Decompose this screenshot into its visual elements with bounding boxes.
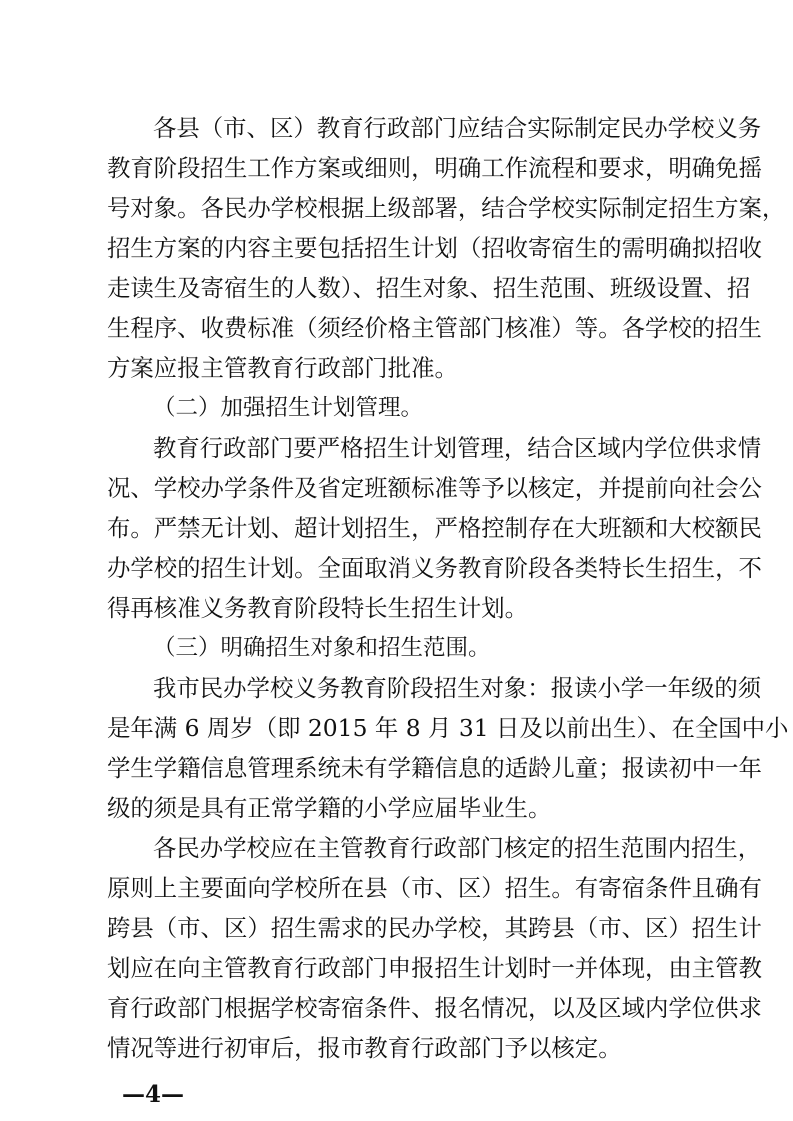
section-heading-2: （二）加强招生计划管理。 bbox=[153, 395, 424, 421]
page-number: —4— bbox=[122, 1081, 185, 1108]
paragraph-1-line-6: 生程序、收费标准（须经价格主管部门核准）等。各学校的招生 bbox=[107, 314, 762, 342]
paragraph-3-line-1: 教育行政部门要严格招生计划管理，结合区域内学位供求情 bbox=[153, 434, 762, 462]
paragraph-6-line-2: 原则上主要面向学校所在县（市、区）招生。有寄宿条件且确有 bbox=[107, 874, 762, 902]
paragraph-5-line-1: 我市民办学校义务教育阶段招生对象：报读小学一年级的须 bbox=[153, 674, 762, 702]
paragraph-1-line-4: 招生方案的内容主要包括招生计划（招收寄宿生的需明确拟招收 bbox=[107, 234, 762, 262]
paragraph-5-line-2: 是年满 6 周岁（即 2015 年 8 月 31 日及以前出生）、在全国中小 bbox=[107, 714, 789, 742]
paragraph-1-line-2: 教育阶段招生工作方案或细则，明确工作流程和要求，明确免摇 bbox=[107, 154, 762, 182]
paragraph-1-line-7: 方案应报主管教育行政部门批准。 bbox=[107, 354, 458, 382]
paragraph-6-line-1: 各民办学校应在主管教育行政部门核定的招生范围内招生， bbox=[153, 834, 762, 862]
paragraph-1-line-1: 各县（市、区）教育行政部门应结合实际制定民办学校义务 bbox=[153, 114, 762, 142]
paragraph-1-line-3: 号对象。各民办学校根据上级部署，结合学校实际制定招生方案， bbox=[107, 194, 786, 222]
paragraph-3-line-4: 办学校的招生计划。全面取消义务教育阶段各类特长生招生，不 bbox=[107, 554, 762, 582]
paragraph-6-line-6: 情况等进行初审后，报市教育行政部门予以核定。 bbox=[107, 1034, 622, 1062]
section-heading-3: （三）明确招生对象和招生范围。 bbox=[153, 635, 491, 661]
paragraph-3-line-3: 布。严禁无计划、超计划招生，严格控制存在大班额和大校额民 bbox=[107, 514, 762, 542]
paragraph-6-line-5: 育行政部门根据学校寄宿条件、报名情况，以及区域内学位供求 bbox=[107, 994, 762, 1022]
paragraph-6-line-3: 跨县（市、区）招生需求的民办学校，其跨县（市、区）招生计 bbox=[107, 914, 762, 942]
paragraph-6-line-4: 划应在向主管教育行政部门申报招生计划时一并体现，由主管教 bbox=[107, 954, 762, 982]
paragraph-5-line-3: 学生学籍信息管理系统未有学籍信息的适龄儿童；报读初中一年 bbox=[107, 754, 762, 782]
paragraph-3-line-2: 况、学校办学条件及省定班额标准等予以核定，并提前向社会公 bbox=[107, 474, 762, 502]
paragraph-3-line-5: 得再核准义务教育阶段特长生招生计划。 bbox=[107, 594, 529, 622]
paragraph-5-line-4: 级的须是具有正常学籍的小学应届毕业生。 bbox=[107, 794, 552, 822]
paragraph-1-line-5: 走读生及寄宿生的人数）、招生对象、招生范围、班级设置、招 bbox=[107, 274, 751, 302]
